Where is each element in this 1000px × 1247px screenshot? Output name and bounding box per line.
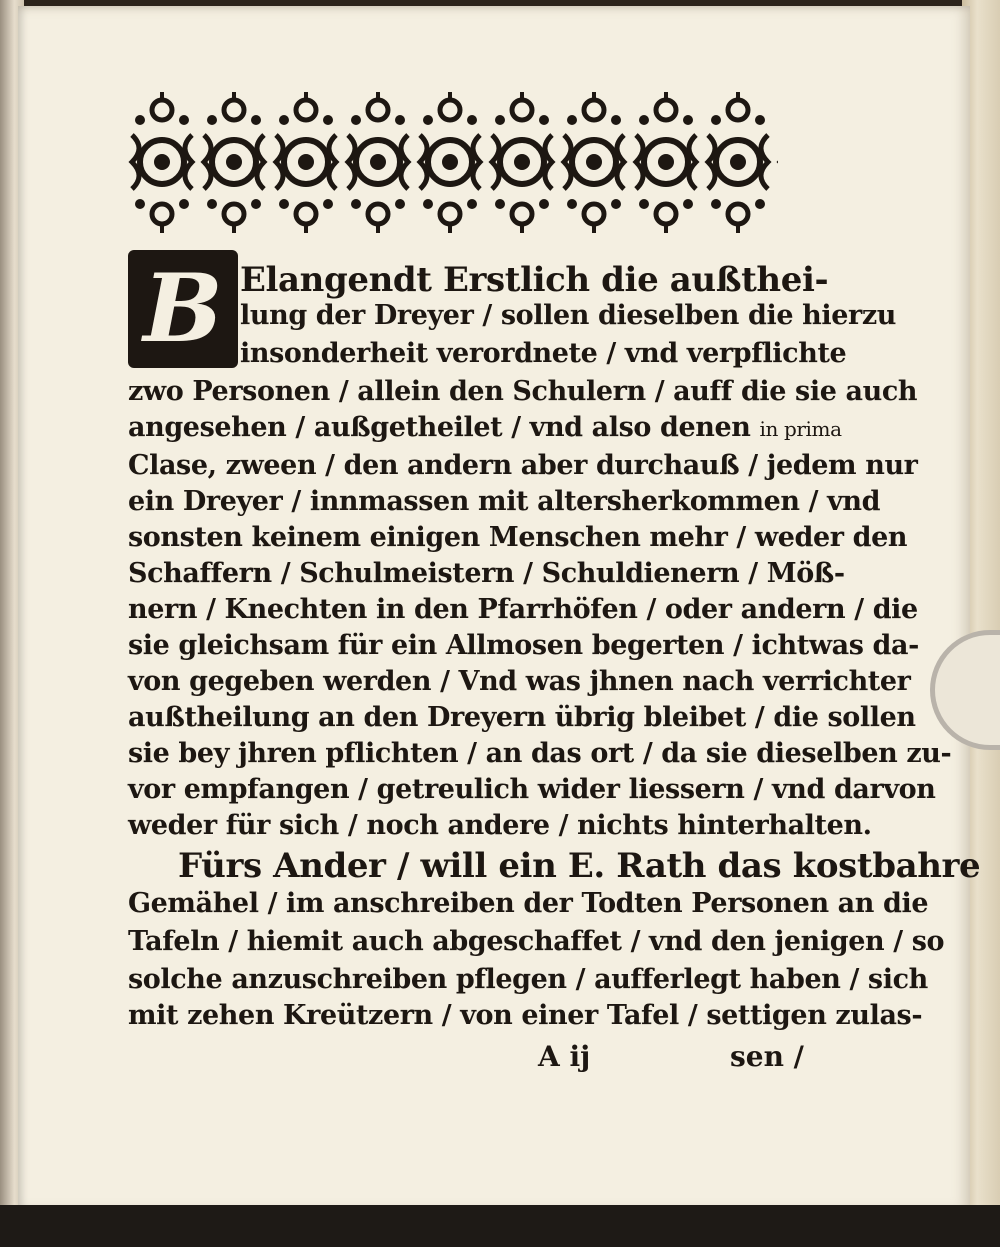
text-line: sonsten keinem einigen Menschen mehr / weder den: [128, 522, 908, 553]
text-line: nern / Knechten in den Pfarrhöfen / oder andern / die: [128, 594, 918, 625]
text-line: Elangendt Erstlich die außthei-: [240, 260, 829, 300]
text-line: ein Dreyer / innmassen mit altersherkommen / vnd: [128, 486, 881, 517]
text-line: Tafeln / hiemit auch abgeschaffet / vnd den jenigen / so: [128, 926, 945, 957]
catchword: sen /: [730, 1040, 804, 1073]
decorative-ornament-band: [126, 90, 778, 235]
text-line: Clase, zween / den andern aber durchauß / jedem nur: [128, 450, 918, 481]
text-line: Schaffern / Schulmeistern / Schuldienern / Möß-: [128, 558, 845, 589]
text-line: sie gleichsam für ein Allmosen begerten / ichtwas da-: [128, 630, 919, 661]
signature-mark: A ij: [538, 1040, 591, 1073]
decorated-initial: B: [128, 250, 238, 368]
background-shadow: [0, 1205, 1000, 1247]
text-line: außtheilung an den Dreyern übrig bleibet / die sollen: [128, 702, 916, 733]
text-line: insonderheit verordnete / vnd verpflichte: [240, 338, 847, 369]
text-line: vor empfangen / getreulich wider liessern / vnd darvon: [128, 774, 936, 805]
text-line: [128, 412, 842, 443]
text-line: mit zehen Kreützern / von einer Tafel / settigen zulas-: [128, 1000, 923, 1031]
text-line: von gegeben werden / Vnd was jhnen nach verrichter: [128, 666, 911, 697]
text-line: lung der Dreyer / sollen dieselben die hierzu: [240, 300, 896, 331]
text-line: sie bey jhren pflichten / an das ort / da sie dieselben zu-: [128, 738, 952, 769]
text-line: Fürs Ander / will ein E. Rath das kostbahre: [178, 846, 981, 886]
text-line: zwo Personen / allein den Schulern / auff die sie auch: [128, 376, 918, 407]
text-segment: angesehen / außgetheilet / vnd also denen: [128, 412, 751, 443]
text-line: solche anzuschreiben pflegen / aufferlegt haben / sich: [128, 964, 928, 995]
latin-inline-text: in prima: [759, 417, 842, 441]
text-line: weder für sich / noch andere / nichts hinterhalten.: [128, 810, 872, 841]
text-line: Gemähel / im anschreiben der Todten Personen an die: [128, 888, 929, 919]
